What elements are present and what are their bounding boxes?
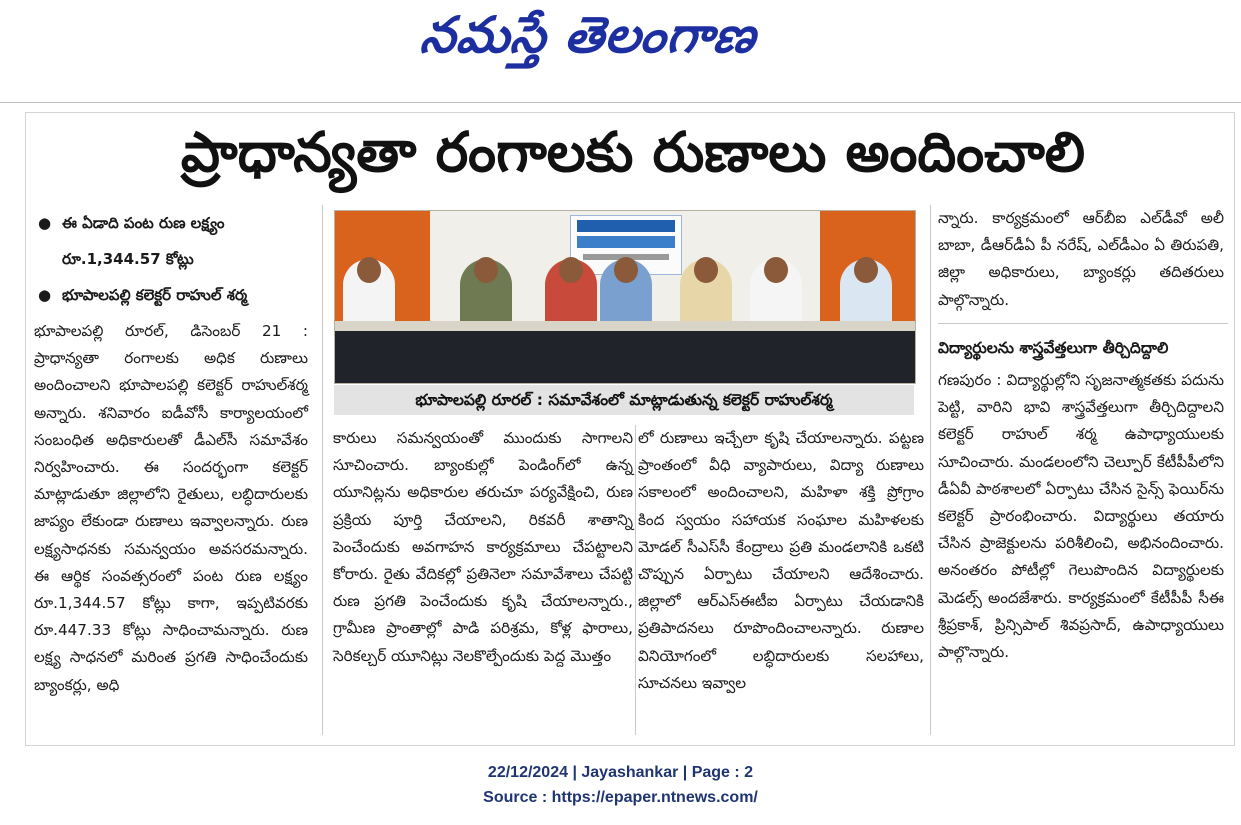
- meeting-photo: [334, 210, 916, 384]
- second-article-body: [938, 367, 1224, 666]
- highlight-text: ఈ ఏడాది పంట రుణ లక్ష్యం: [62, 214, 225, 232]
- highlight-item: ● ఈ ఏడాది పంట రుణ లక్ష్యం: [38, 214, 225, 232]
- column-text: గణపురం : విద్యార్థుల్లోని సృజనాత్మకతకు పదును పెట్టి, వారిని భావి శాస్త్రవేత్తలుగా తీర్చిదిద్దాలని కలెక్టర్ రాహుల్ శర్మ ఉపాధ్యాయులకు సూచించారు. మండలంలోని చెల్పూర్ కేటీపీపీలోని డీఏవీ పాఠశాలలో ఏర్పాటు చేసిన సైన్స్ ఫెయిర్‌ను కలెక్టర్ ప్రారంభించారు. విద్యార్థులు తయారు చేసిన ప్రాజెక్టులను పరిశీలించి, అభినందించారు. అనంతరం పోటీల్లో గెలుపొందిన విద్యార్థులకు మెడల్స్ అందజేశారు. కార్యక్రమంలో కేటీపీపీ సీఈ శ్రీప్రకాశ్, ప్రిన్సిపాల్ శివప్రసాద్, ఉపాధ్యాయులు పాల్గొన్నారు.: [938, 371, 1224, 662]
- newspaper-logo: నమస్తే తెలంగాణ: [417, 6, 760, 64]
- masthead-divider: [0, 102, 1241, 103]
- section-divider: [938, 323, 1228, 324]
- source-link[interactable]: Source : https://epaper.ntnews.com/: [483, 789, 758, 806]
- column-divider: [635, 425, 636, 735]
- second-article-headline: విద్యార్థులను శాస్త్రవేత్తలుగా తీర్చిదిద్దాలి: [938, 339, 1169, 357]
- column-text: భూపాలపల్లి రూరల్, డిసెంబర్ 21 : ప్రాధాన్యతా రంగాలకు అధిక రుణాలు అందించాలని భూపాలపల్లి కలెక్టర్ రాహుల్‌శర్మ అన్నారు. శనివారం ఐడీవోసీ కార్యాలయంలో సంబంధిత అధికారులతో డీఎల్‌సీ సమావేశం నిర్వహించారు. ఈ సందర్భంగా కలెక్టర్ మాట్లాడుతూ జిల్లాలోని రైతులు, లబ్ధిదారులకు జాప్యం లేకుండా రుణాలు ఇవ్వాలన్నారు. రుణ లక్ష్యసాధనకు సమన్వయం అవసరమన్నారు. ఈ ఆర్థిక సంవత్సరంలో పంట రుణ లక్ష్యం రూ.1,344.57 కోట్లు కాగా, ఇప్పటివరకు రూ.447.33 కోట్లు సాధించామన్నారు. రుణ లక్ష్య సాధనలో మరింత ప్రగతి సాధించేందుకు బ్యాంకర్లు, అధి: [34, 322, 308, 694]
- highlight-item: ● భూపాలపల్లి కలెక్టర్ రాహుల్ శర్మ: [38, 286, 248, 304]
- article-column-1: [34, 318, 308, 699]
- column-text: లో రుణాలు ఇచ్చేలా కృషి చేయాలన్నారు. పట్టణ ప్రాంతంలో వీధి వ్యాపారులు, విద్యా రుణాలు సకాలంలో అందించాలని, మహిళా శక్తి ప్రోగ్రాం కింద స్వయం సహాయక సంఘాల మహిళలకు మోడల్ సీఎస్‌సీ కేంద్రాలు ప్రతి మండలానికి ఒకటి చొప్పున ఏర్పాటు చేయాలని ఆదేశించారు. జిల్లాలో ఆర్‌ఎస్‌ఈటీఐ ఏర్పాటు చేయడానికి ప్రతిపాదనలు రూపొందించాలన్నారు. రుణాల వినియోగంలో లబ్ధిదారులకు సలహాలు, సూచనలు ఇవ్వాల: [638, 429, 924, 692]
- photo-caption: భూపాలపల్లి రూరల్ : సమావేశంలో మాట్లాడుతున్న కలెక్టర్ రాహుల్‌శర్మ: [334, 385, 914, 415]
- masthead: [0, 0, 1241, 103]
- article-column-4: [938, 205, 1224, 314]
- column-divider: [930, 205, 931, 735]
- highlight-item: [34, 241, 324, 277]
- highlights-list: [34, 205, 324, 313]
- article-column-2: [333, 425, 633, 670]
- page-footer: [0, 760, 1241, 810]
- highlight-text: భూపాలపల్లి కలెక్టర్ రాహుల్ శర్మ: [62, 286, 248, 304]
- column-text: న్నారు. కార్యక్రమంలో ఆర్‌బీఐ ఎల్‌డీవో అలీ బాబా, డీఆర్‌డీఏ పీ నరేష్, ఎల్‌డీఎం ఏ తిరుపతి, జిల్లా అధికారులు, బ్యాంకర్లు తదితరులు పాల్గొన్నారు.: [938, 209, 1224, 309]
- article-column-3: [638, 425, 924, 697]
- news-clipping: [25, 112, 1235, 746]
- highlight-text: రూ.1,344.57 కోట్లు: [62, 250, 194, 268]
- article-headline: ప్రాధాన్యతా రంగాలకు రుణాలు అందించాలి: [180, 120, 1086, 184]
- edition-info: 22/12/2024 | Jayashankar | Page : 2: [487, 764, 754, 781]
- column-divider: [322, 205, 323, 735]
- photo-table: [335, 331, 915, 383]
- column-text: కారులు సమన్వయంతో ముందుకు సాగాలని సూచించారు. బ్యాంకుల్లో పెండింగ్‌లో ఉన్న యూనిట్లను అధికారుల తరుచూ పర్యవేక్షించి, రుణ ప్రక్రియ పూర్తి చేయాలని, రికవరీ శాతాన్ని పెంచేందుకు అవగాహన కార్యక్రమాలు చేపట్టాలని కోరారు. రైతు వేదికల్లో ప్రతినెలా సమావేశాలు చేపట్టి రుణ ప్రగతి పెంచేందుకు కృషి చేయాలన్నారు., గ్రామీణ ప్రాంతాల్లో పాడి పరిశ్రమ, కోళ్ల ఫారాలు, సెరికల్చర్ యూనిట్లు నెలకొల్పేందుకు పెద్ద మొత్తం: [333, 429, 633, 665]
